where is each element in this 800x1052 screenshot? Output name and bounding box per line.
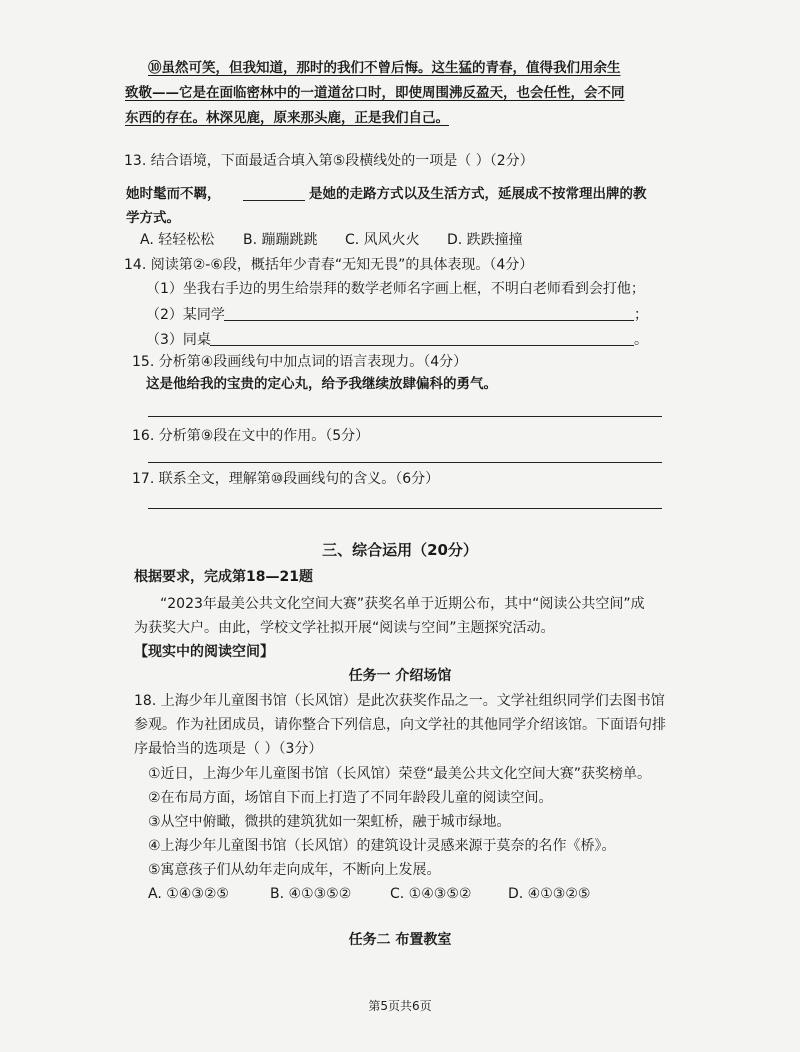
q18-sentence-4: ④上海少年儿童图书馆（长风馆）的建筑设计灵感来源于莫奈的名作《桥》。 bbox=[148, 838, 616, 854]
q13-context-after: 是她的走路方式以及生活方式，延展成不按常理出牌的教 bbox=[309, 186, 647, 202]
q15-sentence: 这是他给我的宝贵的定心丸，给予我继续放肆偏科的勇气。 bbox=[146, 376, 497, 392]
q16-stem: 16. 分析第⑨段在文中的作用。（5分） bbox=[132, 428, 370, 444]
q16-answer-line bbox=[148, 462, 662, 463]
q13-stem: 13. 结合语境，下面最适合填入第⑤段横线处的一项是（ ）（2分） bbox=[124, 153, 534, 169]
q18-sentence-5: ⑤寓意孩子们从幼年走向成年，不断向上发展。 bbox=[148, 862, 441, 878]
q14-item-3-end: 。 bbox=[634, 332, 648, 348]
q18-sentence-2: ②在布局方面，场馆自下而上打造了不同年龄段儿童的阅读空间。 bbox=[148, 790, 553, 806]
section-3-intro-1: “2023年最美公共文化空间大赛”获奖名单于近期公布，其中“阅读公共空间”成 bbox=[160, 596, 645, 612]
q18-sentence-3: ③从空中俯瞰，微拱的建筑犹如一架虹桥，融于城市绿地。 bbox=[148, 814, 511, 830]
q18-option-d: D. ④①③②⑤ bbox=[508, 886, 591, 902]
q13-context-before: 她时髦而不羁， bbox=[126, 186, 221, 202]
q18-option-a: A. ①④③②⑤ bbox=[148, 886, 229, 902]
q14-item-1: （1）坐我右手边的男生给崇拜的数学老师名字画上框，不明白老师看到会打他； bbox=[146, 281, 645, 297]
q15-stem: 15. 分析第④段画线句中加点词的语言表现力。（4分） bbox=[132, 354, 468, 370]
page-footer: 第5页共6页 bbox=[368, 999, 432, 1013]
q13-option-d: D. 跌跌撞撞 bbox=[447, 232, 523, 248]
q18-line-2: 参观。作为社团成员，请你整合下列信息，向文学社的其他同学介绍该馆。下面语句排 bbox=[134, 717, 666, 733]
passage-line-3: 东西的存在。林深见鹿，原来那头鹿，正是我们自己。 bbox=[125, 110, 449, 126]
passage-line-1: ⑩虽然可笑，但我知道，那时的我们不曾后悔。这生猛的青春，值得我们用余生 bbox=[148, 60, 621, 76]
task-1-title: 任务一 介绍场馆 bbox=[348, 668, 452, 684]
section-3-intro-2: 为获奖大户。由此，学校文学社拟开展“阅读与空间”主题探究活动。 bbox=[134, 620, 555, 636]
passage-line-2: 致敬——它是在面临密林中的一道道岔口时，即使周围沸反盈天，也会任性，会不同 bbox=[125, 85, 625, 101]
q13-option-b: B. 蹦蹦跳跳 bbox=[243, 232, 318, 248]
q14-item-2-end: ； bbox=[634, 307, 648, 323]
q18-sentence-1: ①近日，上海少年儿童图书馆（长风馆）荣登“最美公共文化空间大赛”获奖榜单。 bbox=[148, 766, 652, 782]
section-3-title: 三、综合运用（20分） bbox=[322, 541, 478, 559]
q14-item-2-blank bbox=[224, 320, 634, 321]
q14-stem: 14. 阅读第②-⑥段，概括年少青春“无知无畏”的具体表现。（4分） bbox=[124, 257, 534, 273]
q15-answer-line bbox=[148, 416, 662, 417]
section-3-subhead: 【现实中的阅读空间】 bbox=[134, 644, 274, 660]
q18-line-3: 序最恰当的选项是（ ）（3分） bbox=[134, 741, 323, 757]
task-2-title: 任务二 布置教室 bbox=[348, 932, 452, 948]
q17-stem: 17. 联系全文，理解第⑩段画线句的含义。（6分） bbox=[132, 471, 440, 487]
q13-option-a: A. 轻轻松松 bbox=[140, 232, 215, 248]
q18-option-c: C. ①④③⑤② bbox=[390, 886, 472, 902]
q13-blank bbox=[243, 200, 305, 201]
q13-context-line-2: 学方式。 bbox=[126, 210, 180, 226]
q13-option-c: C. 风风火火 bbox=[345, 232, 420, 248]
q14-item-3-blank bbox=[210, 345, 634, 346]
q14-item-2: （2）某同学 bbox=[146, 307, 225, 323]
q17-answer-line bbox=[148, 508, 662, 509]
q18-line-1: 18. 上海少年儿童图书馆（长风馆）是此次获奖作品之一。文学社组织同学们去图书馆 bbox=[134, 693, 665, 709]
q18-option-b: B. ④①③⑤② bbox=[270, 886, 352, 902]
section-3-instruction: 根据要求，完成第18—21题 bbox=[134, 569, 313, 585]
q14-item-3: （3）同桌 bbox=[146, 332, 211, 348]
